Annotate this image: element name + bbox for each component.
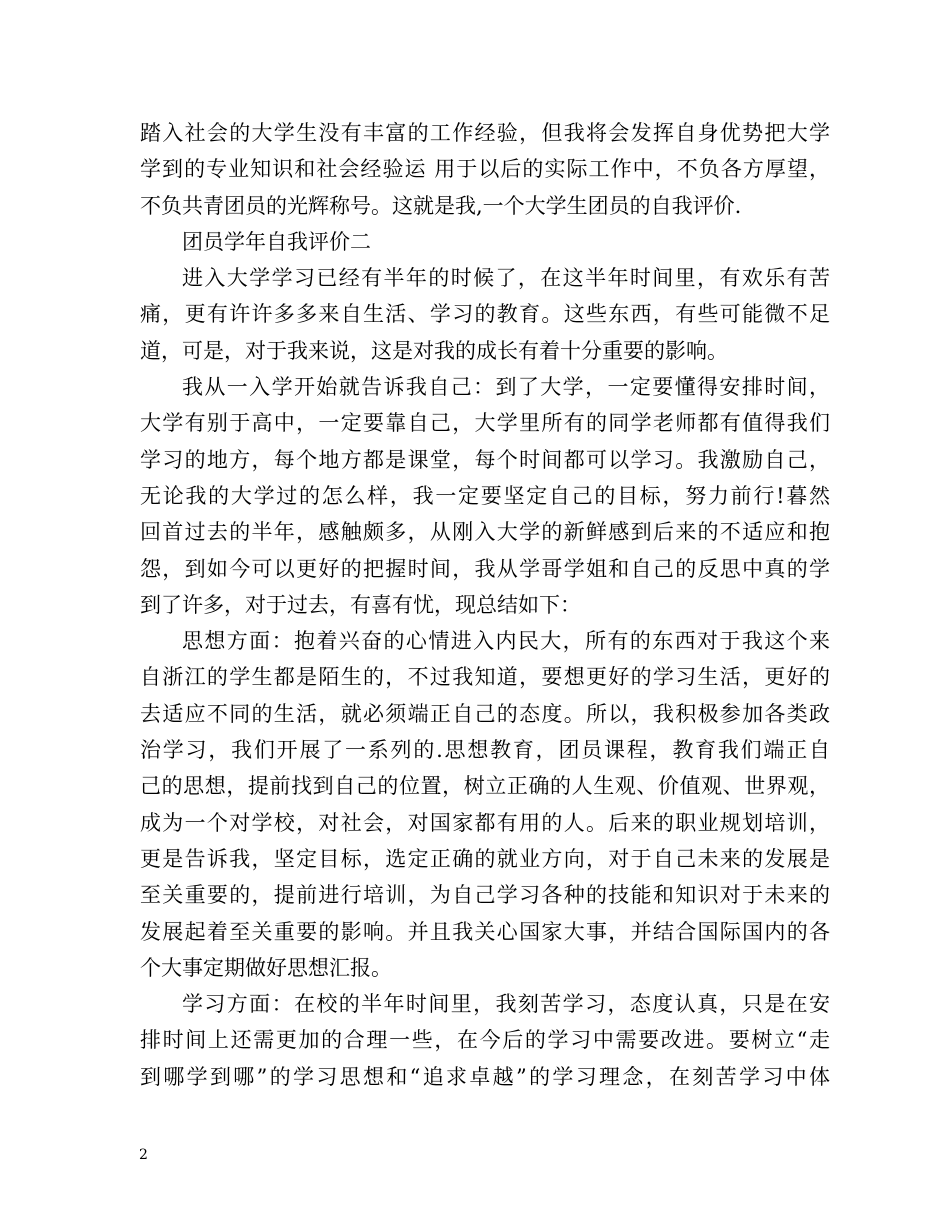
text-line: 排时间上还需更加的合理一些，在今后的学习中需要改进。要树立“走 [140,1028,830,1053]
text-line: 进入大学学习已经有半年的时候了，在这半年时间里，有欢乐有苦 [182,266,830,291]
text-line: 去适应不同的生活，就必须端正自己的态度。所以，我积极参加各类政 [140,701,830,726]
text-line: 大学有别于高中，一定要靠自己，大学里所有的同学老师都有值得我们 [140,411,830,436]
text-line: 回首过去的半年，感触颇多，从刚入大学的新鲜感到后来的不适应和抱 [140,520,830,545]
text-line: 学到的专业知识和社会经验运 用于以后的实际工作中，不负各方厚望， [140,157,830,182]
text-line: 治学习，我们开展了一系列的.思想教育，团员课程，教育我们端正自 [140,738,830,763]
text-line: 到了许多，对于过去，有喜有忧，现总结如下： [140,592,581,617]
text-line: 怨，到如今可以更好的把握时间，我从学哥学姐和自己的反思中真的学 [140,556,830,581]
text-line: 无论我的大学过的怎么样，我一定要坚定自己的目标，努力前行!暮然 [140,483,830,508]
text-line: 到哪学到哪”的学习思想和“追求卓越”的学习理念，在刻苦学习中体 [140,1064,830,1089]
text-line: 我从一入学开始就告诉我自己：到了大学，一定要懂得安排时间， [182,375,830,400]
text-line: 踏入社会的大学生没有丰富的工作经验，但我将会发挥自身优势把大学 [140,121,830,145]
text-line: 自浙江的学生都是陌生的，不过我知道，要想更好的学习生活，更好的 [140,665,830,690]
text-line: 更是告诉我，坚定目标，选定正确的就业方向，对于自己未来的发展是 [140,846,830,871]
body-text [140,115,830,1095]
text-line: 思想方面：抱着兴奋的心情进入内民大，所有的东西对于我这个来 [182,629,830,654]
text-line: 学习的地方，每个地方都是课堂，每个时间都可以学习。我激励自己， [140,447,830,472]
text-line: 至关重要的，提前进行培训，为自己学习各种的技能和知识对于未来的 [140,883,830,908]
text-line: 个大事定期做好思想汇报。 [140,955,392,980]
text-line: 成为一个对学校，对社会，对国家都有用的人。后来的职业规划培训， [140,810,830,835]
text-line: 发展起着至关重要的影响。并且我关心国家大事，并结合国际国内的各 [140,919,830,944]
text-line: 道，可是，对于我来说，这是对我的成长有着十分重要的影响。 [140,338,728,363]
text-line: 不负共青团员的光辉称号。这就是我,一个大学生团员的自我评价. [140,193,742,218]
page-number: 2 [139,1147,148,1163]
text-line: 痛，更有许许多多来自生活、学习的教育。这些东西，有些可能微不足 [140,302,830,327]
section-heading: 团员学年自我评价二 [182,229,371,254]
text-line: 己的思想，提前找到自己的位置，树立正确的人生观、价值观、世界观， [140,774,830,799]
text-line: 学习方面：在校的半年时间里，我刻苦学习，态度认真，只是在安 [182,992,830,1017]
